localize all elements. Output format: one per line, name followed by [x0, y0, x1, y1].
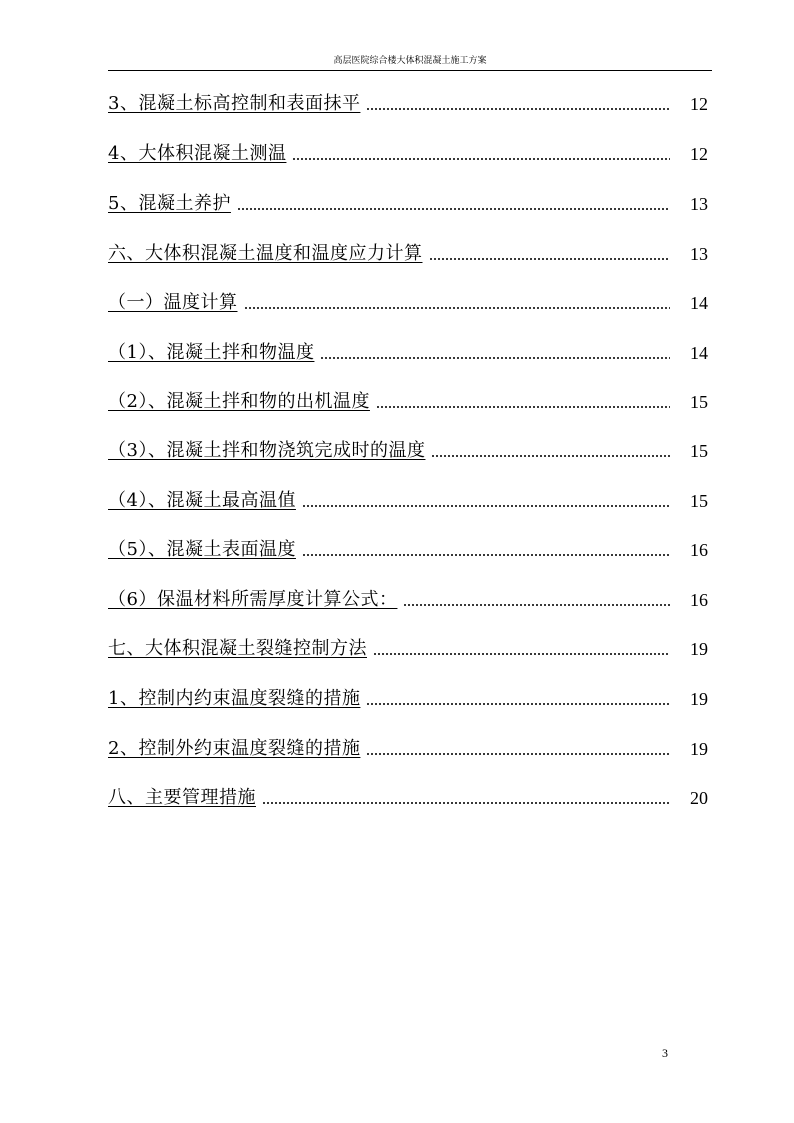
toc-entry-page: 19 [690, 639, 708, 659]
toc-entry[interactable] [108, 633, 708, 661]
toc-entry-title: 1、控制内约束温度裂缝的措施 [108, 688, 361, 709]
toc-dot-leader [376, 405, 670, 409]
toc-entry[interactable] [108, 733, 708, 761]
toc-entry[interactable] [108, 435, 708, 463]
toc-dot-leader [431, 454, 670, 458]
toc-entry[interactable] [108, 238, 708, 266]
toc-dot-leader [302, 553, 670, 557]
toc-entry-page: 12 [690, 144, 708, 164]
toc-entry-title: 3、混凝土标高控制和表面抹平 [108, 93, 361, 114]
toc-entry[interactable] [108, 188, 708, 216]
toc-entry-page: 12 [690, 94, 708, 114]
page-number: 3 [662, 1046, 668, 1060]
toc-entry-title: （5）、混凝土表面温度 [108, 539, 296, 560]
toc-entry-page: 19 [690, 739, 708, 759]
toc-entry-title: 5、混凝土养护 [108, 193, 231, 214]
toc-entry-page: 16 [690, 590, 708, 610]
toc-entry[interactable] [108, 534, 708, 562]
toc-dot-leader [244, 306, 671, 310]
toc-dot-leader [262, 801, 670, 805]
toc-entry[interactable] [108, 782, 708, 810]
toc-entry[interactable] [108, 386, 708, 414]
toc-entry-title: 七、大体积混凝土裂缝控制方法 [108, 638, 367, 659]
toc-entry-title: 4、大体积混凝土测温 [108, 143, 287, 164]
toc-entry[interactable] [108, 683, 708, 711]
page-header: 高层医院综合楼大体积混凝土施工方案 [108, 52, 712, 71]
toc-entry-page: 13 [690, 194, 708, 214]
toc-dot-leader [373, 652, 670, 656]
toc-dot-leader [366, 752, 670, 756]
toc-entry[interactable] [108, 584, 708, 612]
toc-entry-page: 15 [690, 392, 708, 412]
toc-entry-page: 16 [690, 540, 708, 560]
toc-entry[interactable] [108, 337, 708, 365]
toc-entry-title: （2）、混凝土拌和物的出机温度 [108, 391, 370, 412]
toc-entry[interactable] [108, 88, 708, 116]
toc-entry-title: （6）保温材料所需厚度计算公式： [108, 589, 398, 610]
toc-entry[interactable] [108, 138, 708, 166]
toc-dot-leader [403, 603, 670, 607]
toc-entry-title: （一）温度计算 [108, 292, 238, 313]
toc-entry-title: （3）、混凝土拌和物浇筑完成时的温度 [108, 440, 426, 461]
toc-dot-leader [302, 504, 670, 508]
toc-entry[interactable] [108, 287, 708, 315]
toc-entry-title: 2、控制外约束温度裂缝的措施 [108, 738, 361, 759]
toc-dot-leader [237, 207, 670, 211]
toc-entry-page: 15 [690, 441, 708, 461]
toc-dot-leader [429, 257, 671, 261]
toc-dot-leader [366, 107, 670, 111]
toc-entry-page: 20 [690, 788, 708, 808]
toc-entry-page: 14 [690, 293, 708, 313]
toc-entry-page: 15 [690, 491, 708, 511]
toc-entry[interactable] [108, 485, 708, 513]
toc-dot-leader [366, 702, 670, 706]
toc-entry-page: 13 [690, 244, 708, 264]
toc-entry-page: 14 [690, 343, 708, 363]
toc-dot-leader [292, 157, 670, 161]
toc-dot-leader [320, 356, 670, 360]
toc-entry-title: 六、大体积混凝土温度和温度应力计算 [108, 243, 423, 264]
toc-entry-page: 19 [690, 689, 708, 709]
toc-entry-title: 八、主要管理措施 [108, 787, 256, 808]
toc-entry-title: （4）、混凝土最高温值 [108, 490, 296, 511]
toc-entry-title: （1）、混凝土拌和物温度 [108, 342, 315, 363]
